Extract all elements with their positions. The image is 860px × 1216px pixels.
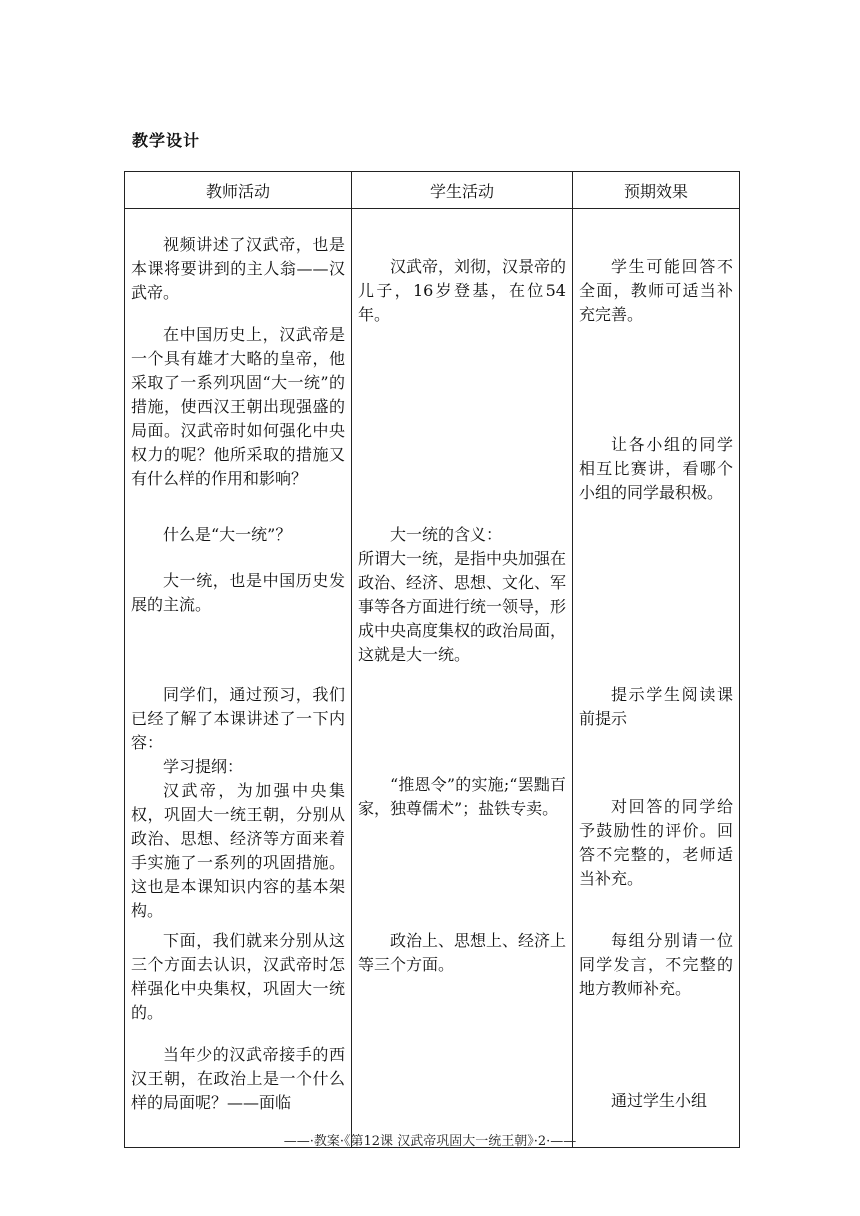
teacher-paragraph: 汉武帝，为加强中央集权，巩固大一统王朝，分别从政治、思想、经济等方面来着手实施了一系列的巩固措施。这也是本课知识内容的基本架构。 [131,781,345,920]
student-paragraph: 所谓大一统，是指中央加强在政治、经济、思想、文化、军事等各方面进行统一领导，形成中央高度集权的政治局面，这就是大一统。 [358,549,567,664]
student-activity-cell [352,209,573,1148]
student-paragraph: 汉武帝，刘彻，汉景帝的儿子，16岁登基，在位54年。 [358,257,567,324]
teacher-paragraph: 什么是“大一统”？ [163,525,292,544]
section-title: 教学设计 [132,131,201,150]
teacher-paragraph: 当年少的汉武帝接手的西汉王朝，在政治上是一个什么样的局面呢？——面临 [131,1045,345,1112]
teacher-paragraph: 下面，我们就来分别从这三个方面去认识，汉武帝时怎样强化中央集权，巩固大一统的。 [131,931,345,1022]
effect-paragraph: 让各小组的同学相互比赛讲，看哪个小组的同学最积极。 [579,435,733,502]
student-paragraph: 政治上、思想上、经济上等三个方面。 [358,931,567,974]
effect-paragraph: 对回答的同学给予鼓励性的评价。回答不完整的，老师适当补充。 [579,797,733,888]
teacher-activity-cell [125,209,352,1148]
effect-paragraph: 提示学生阅读课前提示 [579,685,733,728]
effect-paragraph: 每组分别请一位同学发言，不完整的地方教师补充。 [579,931,733,998]
header-expected-effect: 预期效果 [573,172,740,209]
header-student-activity: 学生活动 [352,172,573,209]
expected-effect-cell [573,209,740,1148]
student-paragraph: “推恩令”的实施;“罢黜百家，独尊儒术”；盐铁专卖。 [358,775,566,818]
teacher-paragraph: 大一统，也是中国历史发展的主流。 [131,571,345,614]
page-footer: ——·教案·《第12课 汉武帝巩固大一统王朝》·2·—— [283,1134,577,1149]
lesson-design-table [124,171,740,1148]
table-row [125,209,740,1148]
table-header-row [125,172,740,209]
teacher-paragraph: 视频讲述了汉武帝，也是本课将要讲到的主人翁——汉武帝。 [131,235,345,302]
teacher-paragraph: 学习提纲： [163,757,244,776]
header-teacher-activity: 教师活动 [125,172,352,209]
student-paragraph: 大一统的含义： [390,525,503,544]
teacher-paragraph: 在中国历史上，汉武帝是一个具有雄才大略的皇帝，他采取了一系列巩固“大一统”的措施，使西汉王朝出现强盛的局面。汉武帝时如何强化中央权力的呢？他所采取的措施又有什么样的作用和影响？ [131,325,345,488]
effect-paragraph: 学生可能回答不全面，教师可适当补充完善。 [579,257,733,324]
teacher-paragraph: 同学们，通过预习，我们已经了解了本课讲述了一下内容： [131,685,345,752]
effect-paragraph: 通过学生小组 [611,1091,708,1110]
